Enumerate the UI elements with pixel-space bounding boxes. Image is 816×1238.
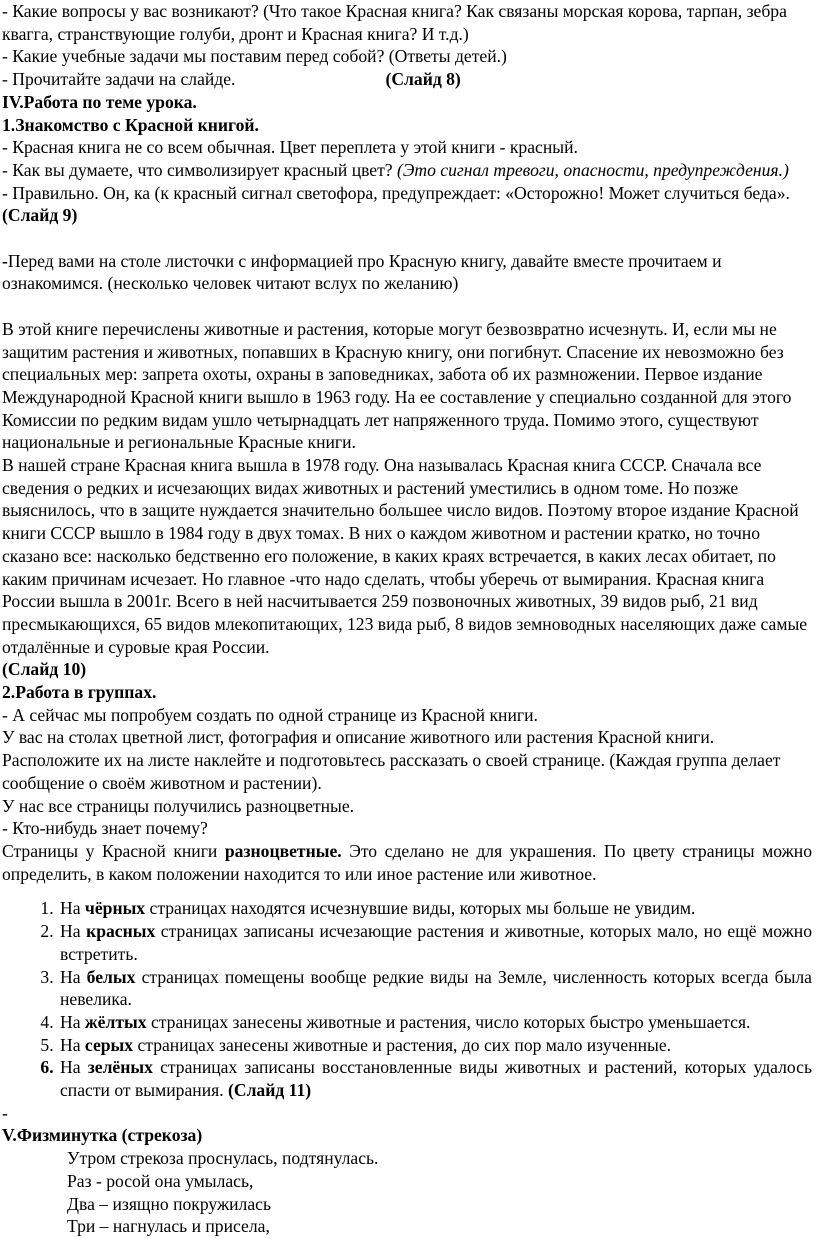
list-item bbox=[58, 1011, 812, 1034]
leaflets-text: Перед вами на столе листочки с информацией про Красную книгу, давайте вместе прочитаем и ознакомимся. (несколько человек читают вслух по желанию) bbox=[2, 250, 722, 294]
subsection-2-heading: 2.Работа в группах. bbox=[2, 682, 157, 703]
list-item-color: зелёных bbox=[87, 1057, 153, 1078]
section-5-heading: V.Физминутка (стрекоза) bbox=[2, 1125, 203, 1146]
list-item-color: жёлтых bbox=[84, 1011, 147, 1032]
page-colors-bold: разноцветные. bbox=[224, 840, 342, 861]
leaflets-dash: - bbox=[2, 250, 8, 271]
list-item bbox=[58, 1056, 812, 1101]
paragraph-leaflets bbox=[2, 250, 812, 295]
list-item-color: чёрных bbox=[84, 898, 146, 919]
poem bbox=[2, 1147, 812, 1238]
red-meaning-question: - Как вы думаете, что символизирует красный цвет? bbox=[2, 159, 398, 180]
subsection-1-heading: 1.Знакомство с Красной книгой. bbox=[2, 114, 259, 135]
list-item bbox=[58, 966, 812, 1011]
list-item bbox=[58, 920, 812, 965]
poem-line: Три – нагнулась и присела, bbox=[67, 1216, 270, 1237]
section-4-heading: IV.Работа по теме урока. bbox=[2, 91, 197, 112]
intro-read-tasks bbox=[2, 68, 812, 91]
paragraph-ussr-red-book: В нашей стране Красная книга вышла в 1978 году. Она называлась Красная книга СССР. Сначала все сведения о редких и исчезающих видах животных и растений уместились в одном томе. Но позже выяснилось, что в защите нуждается значительно большее число видов. Поэтому второе издание Красной книги СССР вышло в 1984 году в двух томах. В них о каждом животном и растении кратко, но точно сказано все: насколько бедственно его положение, в каких краях встречается, в каких лесах обитает, по каким причинам исчезает. Но главное -что надо сделать, чтобы уберечь от вымирания. Красная книга России вышла в 2001г. Всего в ней насчитывается 259 позвоночных животных, 39 видов рыб, 21 вид пресмыкающихся, 65 видов млекопитающих, 123 вида рыб, 8 видов земноводных населяющих даже самые отдалённые и суровые края России. bbox=[2, 455, 808, 657]
page-colors-list bbox=[2, 897, 812, 1101]
poem-line: Два – изящно покружилась bbox=[67, 1193, 271, 1214]
list-item bbox=[58, 897, 812, 920]
paragraph-page-colors bbox=[2, 840, 812, 885]
list-item-color: белых bbox=[86, 966, 136, 987]
list-item-post: страницах находятся исчезнувшие виды, которых мы больше не увидим. bbox=[145, 898, 696, 919]
intro-tasks: - Какие учебные задачи мы поставим перед собой? (Ответы детей.) bbox=[2, 46, 507, 67]
list-item-pre: На bbox=[60, 921, 87, 942]
slide-9-label: (Слайд 9) bbox=[2, 205, 78, 226]
paragraph-binding-color: - Красная книга не со всем обычная. Цвет переплета у этой книги - красный. bbox=[2, 137, 578, 158]
page-colors-text-a: Страницы у Красной книги bbox=[2, 840, 225, 861]
list-item-pre: На bbox=[60, 898, 85, 919]
list-item-color: серых bbox=[84, 1034, 134, 1055]
paragraph-why: - Кто-нибудь знает почему? bbox=[2, 818, 208, 839]
slide-11-label: (Слайд 11) bbox=[228, 1080, 312, 1101]
poem-line: Утром стрекоза проснулась, подтянулась. bbox=[67, 1148, 379, 1169]
paragraph-red-book-info: В этой книге перечислены животные и растения, которые могут безвозвратно исчезнуть. И, если мы не защитим растения и животных, попавших в Красную книгу, они погибнут. Спасение их невозможно без специальных мер: запрета охоты, охраны в заповедниках, забота об их размножении. Первое издание Международной Красной книги вышло в 1963 году. На ее составление у специально созданной для этого Комиссии по редким видам ушло четырнадцать лет напряженного труда. Помимо этого, существуют национальные и региональные Красные книги. bbox=[2, 318, 792, 453]
paragraph-correct bbox=[2, 182, 812, 227]
paragraph-multicolor: У нас все страницы получились разноцветные. bbox=[2, 795, 355, 816]
paragraph-red-meaning bbox=[2, 159, 812, 182]
list-item-post: страницах записаны восстановленные виды животных и растений, которых удалось спасти от вымирания. bbox=[60, 1057, 812, 1101]
red-meaning-answer: (Это сигнал тревоги, опасности, предупреждения.) bbox=[397, 159, 789, 180]
list-item-pre: На bbox=[60, 966, 87, 987]
slide-10-label: (Слайд 10) bbox=[2, 659, 87, 680]
list-item-post: страницах помещены вообще редкие виды на Земле, численность которых всегда была невелика. bbox=[60, 966, 812, 1010]
list-item bbox=[58, 1034, 812, 1057]
slide-8-label: (Слайд 8) bbox=[385, 69, 461, 90]
list-item-pre: На bbox=[60, 1057, 88, 1078]
intro-read-tasks-text: - Прочитайте задачи на слайде. bbox=[2, 69, 236, 90]
separator-dash: - bbox=[2, 1102, 8, 1123]
page-colors-text-c: Это сделано не для украшения. По цвету страницы можно определить, в каком положении находится то или иное растение или животное. bbox=[2, 840, 812, 884]
correct-text: - Правильно. Он, ка (к красный сигнал светофора, предупреждает: «Осторожно! Может случиться беда». bbox=[2, 182, 790, 203]
list-item-post: страницах записаны исчезающие растения и животные, которых мало, но ещё можно встретить. bbox=[60, 921, 812, 964]
paragraph-create-page: - А сейчас мы попробуем создать по одной странице из Красной книги. bbox=[2, 704, 538, 725]
list-item-post: страницах занесены животные и растения, до сих пор мало изученные. bbox=[133, 1034, 672, 1055]
list-item-color: красных bbox=[86, 921, 156, 942]
list-item-pre: На bbox=[60, 1034, 85, 1055]
list-item-pre: На bbox=[60, 1011, 85, 1032]
poem-line: Раз - росой она умылась, bbox=[67, 1170, 254, 1191]
list-item-post: страницах занесены животные и растения, число которых быстро уменьшается. bbox=[146, 1011, 751, 1032]
paragraph-group-task: У вас на столах цветной лист, фотография и описание животного или растения Красной книги. Расположите их на листе наклейте и подготовьтесь рассказать о своей странице. (Каждая группа делает сообщение о своём животном и растении). bbox=[2, 727, 781, 793]
intro-questions: - Какие вопросы у вас возникают? (Что такое Красная книга? Как связаны морская корова, тарпан, зебра квагга, странствующие голуби, дронт и Красная книга? И т.д.) bbox=[2, 1, 787, 44]
